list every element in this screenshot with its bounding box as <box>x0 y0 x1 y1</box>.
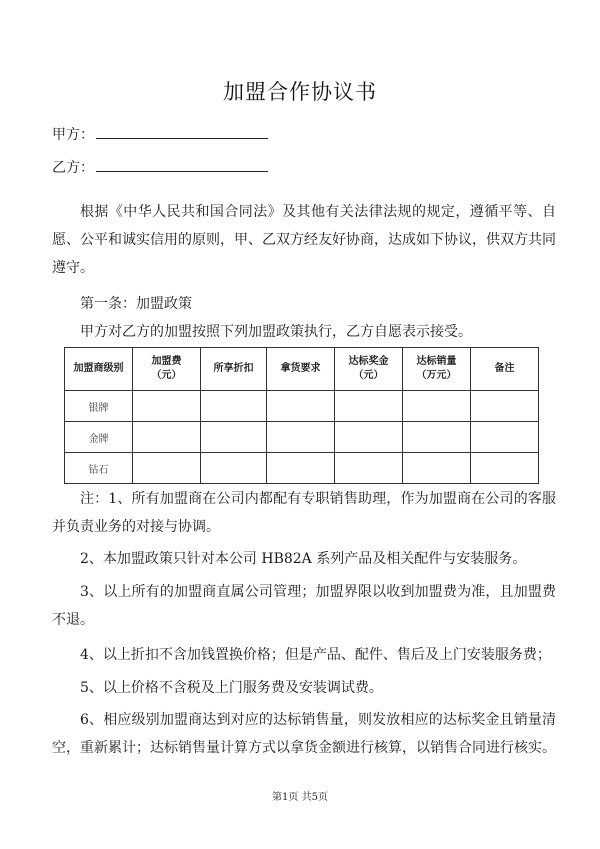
table-row <box>65 422 539 453</box>
party-b-label: 乙方： <box>52 160 94 176</box>
party-a-label: 甲方： <box>52 127 94 143</box>
table-row <box>65 391 539 422</box>
policy-table <box>64 347 539 484</box>
header-level: 加盟商级别 <box>65 348 133 391</box>
party-a-line <box>52 124 268 144</box>
document-title: 加盟合作协议书 <box>223 80 377 104</box>
header-bonus: 达标奖金 （元） <box>335 348 403 391</box>
table-header-row <box>65 348 539 391</box>
page-number: 第1页 共5页 <box>272 792 328 803</box>
header-remarks: 备注 <box>471 348 539 391</box>
party-b-blank <box>96 157 268 172</box>
note-1: 注：1、所有加盟商在公司内都配有专职销售助理，作为加盟商在公司的客服并负责业务的对接与协调。 <box>52 491 556 535</box>
note-2: 2、本加盟政策只针对本公司 HB82A 系列产品及相关配件与安装服务。 <box>80 551 527 567</box>
note-6: 6、相应级别加盟商达到对应的达标销售量，则发放相应的达标奖金且销量清空，重新累计；达标销售量计算方式以拿货金额进行核算，以销售合同进行核实。 <box>52 712 556 756</box>
header-target-sales: 达标销量 （万元） <box>403 348 471 391</box>
header-fee: 加盟费 （元） <box>133 348 201 391</box>
intro-paragraph: 根据《中华人民共和国合同法》及其他有关法律法规的规定，遵循平等、自愿、公平和诚实信用的原则，甲、乙双方经友好协商，达成如下协议，供双方共同遵守。 <box>52 204 556 276</box>
table-row <box>65 453 539 484</box>
article-1-heading: 第一条：加盟政策 <box>80 296 192 312</box>
header-purchase-requirement: 拿货要求 <box>267 348 335 391</box>
article-1-text: 甲方对乙方的加盟按照下列加盟政策执行，乙方自愿表示接受。 <box>80 324 472 340</box>
header-discount: 所享折扣 <box>201 348 267 391</box>
party-a-blank <box>96 124 268 139</box>
row-level-diamond: 钻石 <box>65 453 133 484</box>
note-5: 5、以上价格不含税及上门服务费及安装调试费。 <box>80 680 383 696</box>
note-3: 3、以上所有的加盟商直属公司管理；加盟界限以收到加盟费为准，且加盟费不退。 <box>52 584 556 628</box>
row-level-gold: 金牌 <box>65 422 133 453</box>
note-4: 4、以上折扣不含加钱置换价格；但是产品、配件、售后及上门安装服务费； <box>80 647 551 663</box>
party-b-line <box>52 157 268 177</box>
row-level-silver: 银牌 <box>65 391 133 422</box>
